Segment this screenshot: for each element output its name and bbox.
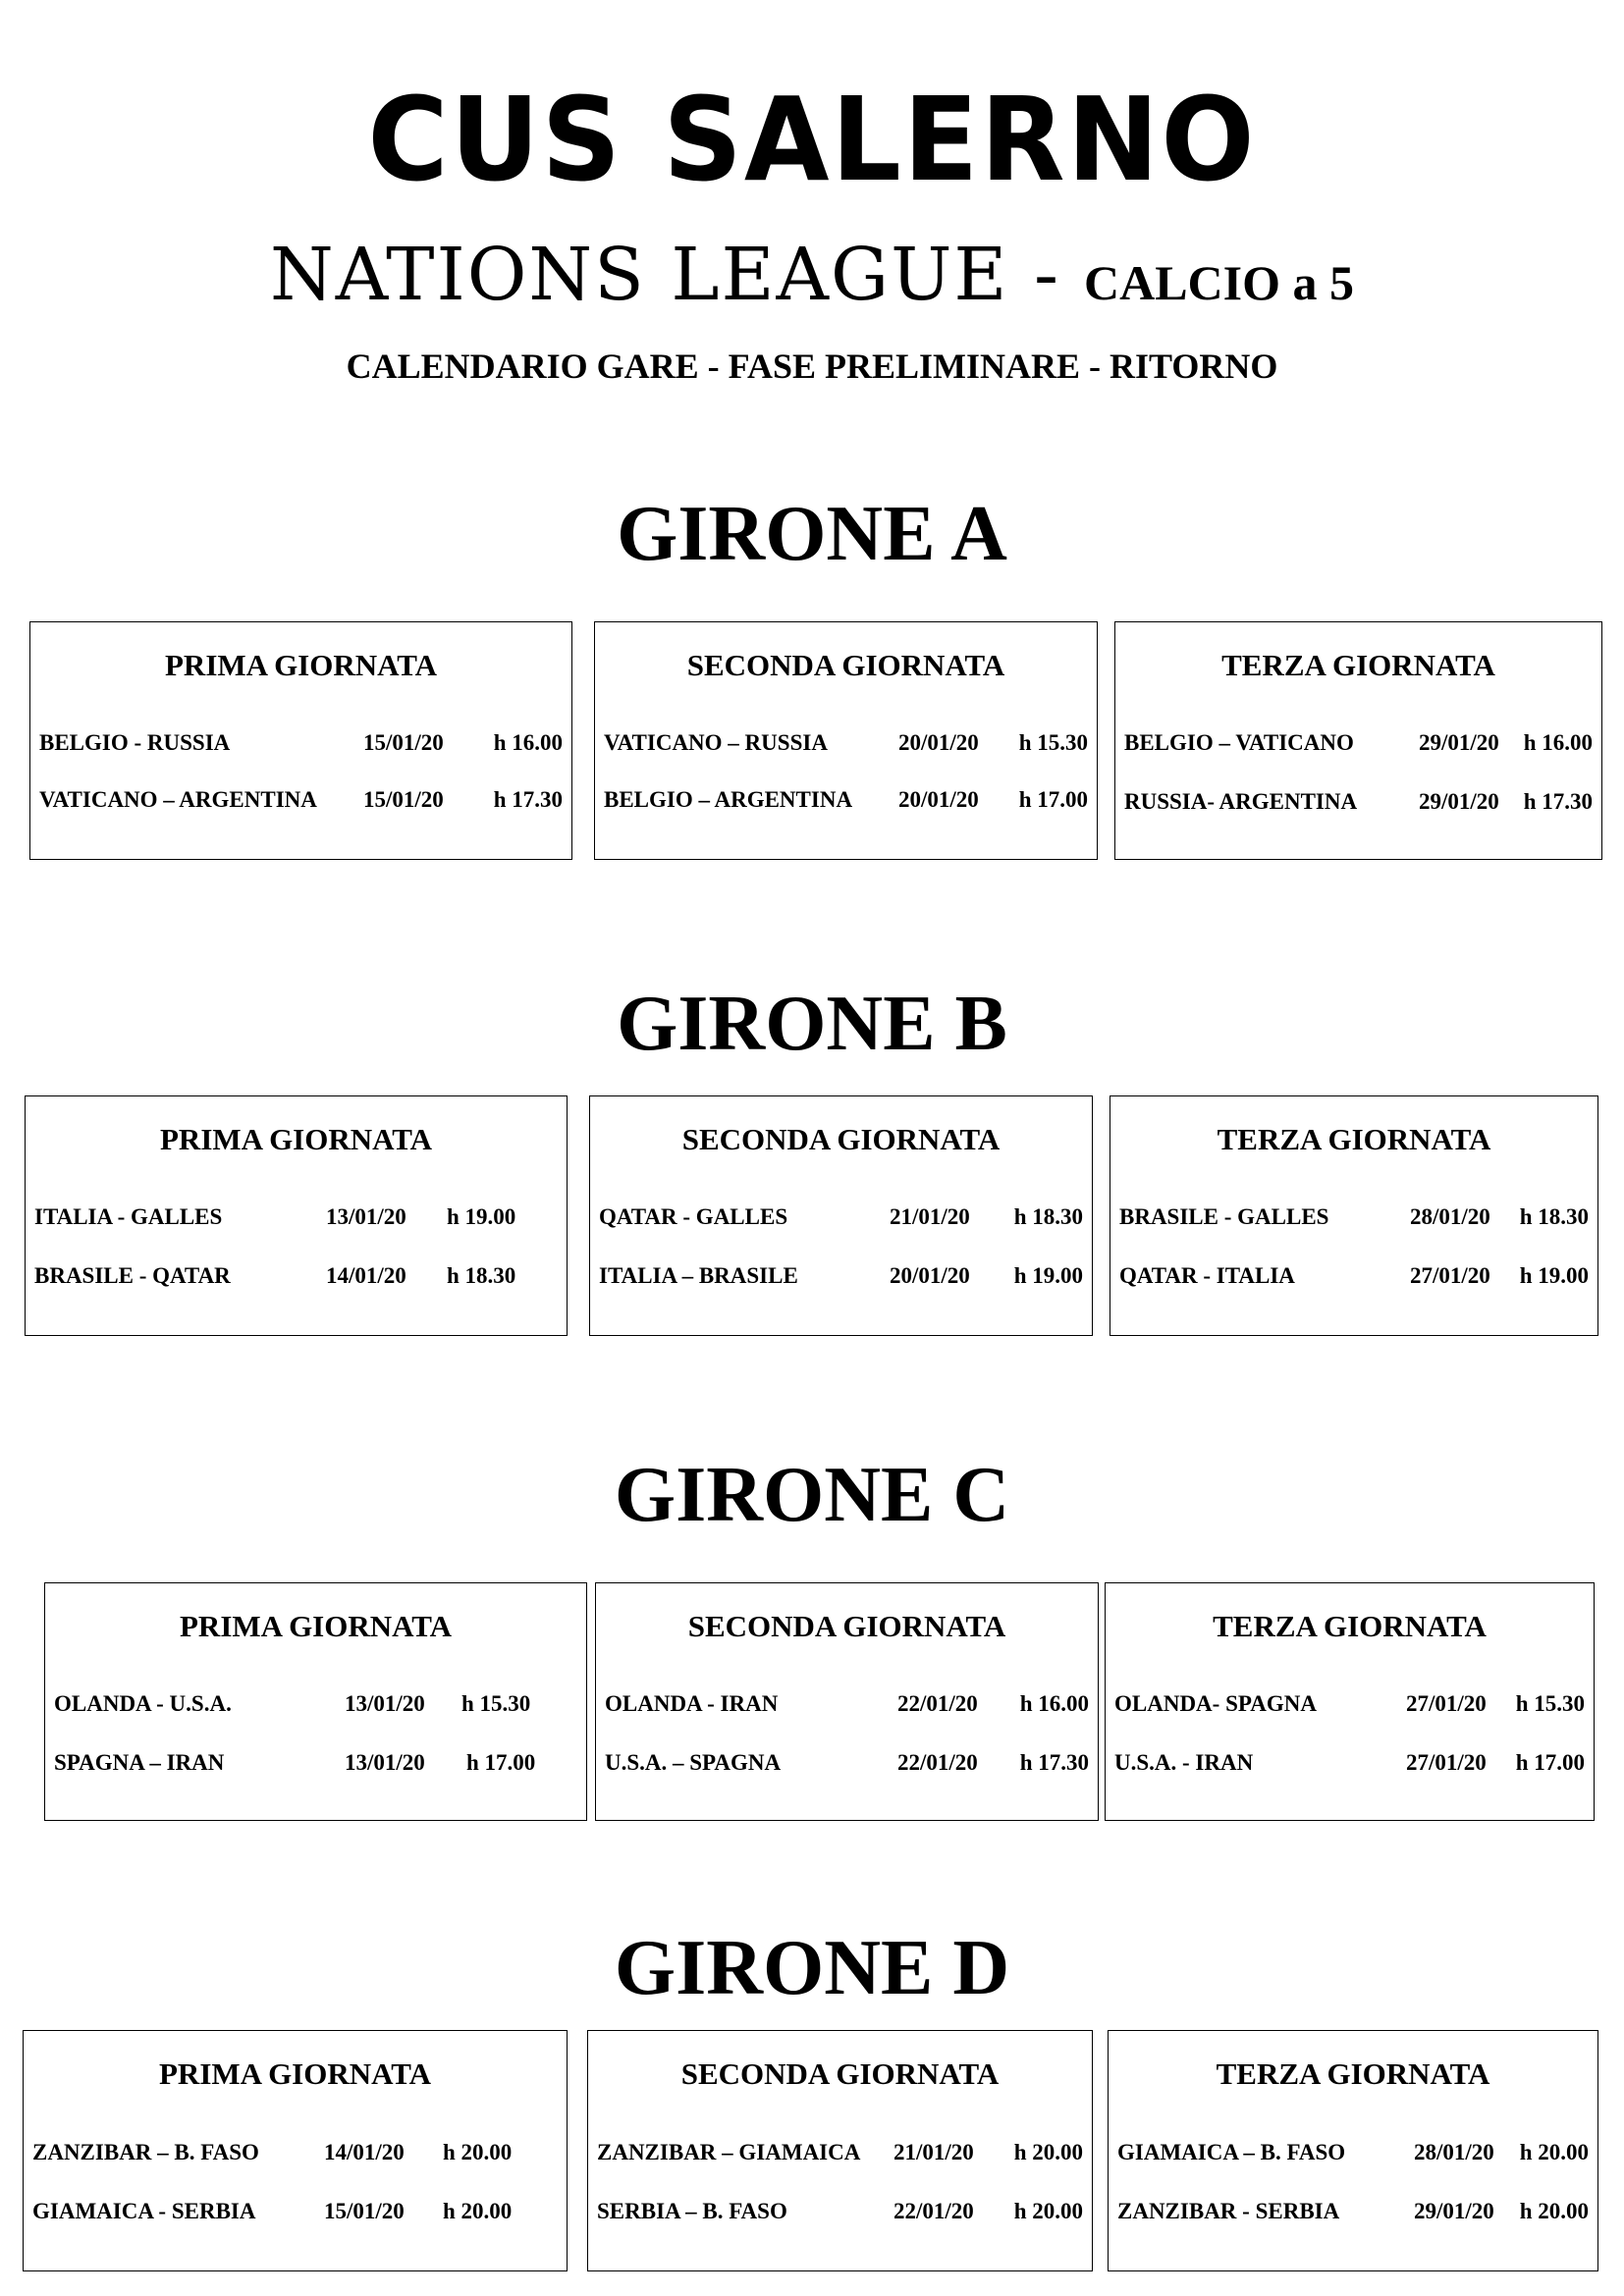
match-teams: BELGIO - RUSSIA [39,730,231,755]
match-time: h 15.30 [1515,1691,1585,1716]
match-teams: BELGIO – VATICANO [1124,730,1354,755]
match-row [54,1689,577,1719]
match-date: 13/01/20 [345,1691,425,1716]
match-teams: U.S.A. – SPAGNA [605,1750,782,1775]
match-date: 20/01/20 [898,787,979,812]
match-date: 13/01/20 [326,1204,406,1229]
match-time: h 20.00 [443,2199,513,2223]
match-row [34,1202,558,1232]
match-teams: RUSSIA- ARGENTINA [1124,789,1358,814]
match-row [54,1748,577,1778]
match-date: 14/01/20 [326,1263,406,1288]
match-teams: ITALIA - GALLES [34,1204,223,1229]
match-teams: OLANDA - U.S.A. [54,1691,232,1716]
match-date: 29/01/20 [1419,789,1499,814]
match-row [1124,787,1593,817]
match-row [604,785,1088,815]
match-time: h 20.00 [1519,2140,1589,2164]
match-date: 22/01/20 [893,2199,974,2223]
day-title: SECONDA GIORNATA [687,1609,1006,1643]
day-title: PRIMA GIORNATA [180,1609,452,1643]
match-teams: VATICANO – ARGENTINA [39,787,317,812]
day-title: TERZA GIORNATA [1213,1609,1487,1643]
match-row [604,728,1088,758]
match-teams: OLANDA - IRAN [605,1691,779,1716]
match-time: h 19.00 [1013,1263,1083,1288]
day-box-d-seconda [587,2030,1093,2271]
match-time: h 17.30 [1523,789,1593,814]
match-teams: OLANDA- SPAGNA [1114,1691,1317,1716]
match-date: 29/01/20 [1414,2199,1494,2223]
day-title: PRIMA GIORNATA [159,2056,431,2091]
match-row [1124,728,1593,758]
day-box-c-prima [44,1582,587,1821]
match-date: 15/01/20 [324,2199,405,2223]
match-row [1114,1689,1585,1719]
match-date: 27/01/20 [1410,1263,1490,1288]
match-time: h 17.00 [1515,1750,1585,1775]
day-title: SECONDA GIORNATA [686,648,1005,682]
match-time: h 16.00 [1019,1691,1089,1716]
match-row [605,1689,1089,1719]
match-time: h 16.00 [493,730,563,755]
match-teams: GIAMAICA – B. FASO [1117,2140,1346,2164]
match-date: 22/01/20 [897,1750,978,1775]
match-row [605,1748,1089,1778]
match-teams: ZANZIBAR – B. FASO [32,2140,259,2164]
match-row [1117,2138,1589,2167]
match-row [32,2138,558,2167]
match-teams: SERBIA – B. FASO [597,2199,787,2223]
match-time: h 19.00 [1519,1263,1589,1288]
match-time: h 18.30 [1013,1204,1083,1229]
page-title: CUS SALERNO [367,73,1257,208]
match-date: 28/01/20 [1414,2140,1494,2164]
day-box-c-seconda [595,1582,1099,1821]
day-title: PRIMA GIORNATA [160,1122,432,1156]
match-date: 21/01/20 [890,1204,970,1229]
subtitle-small: CALCIO a 5 [1083,255,1355,310]
match-time: h 17.00 [1018,787,1088,812]
match-teams: VATICANO – RUSSIA [604,730,828,755]
match-date: 27/01/20 [1406,1691,1487,1716]
match-date: 28/01/20 [1410,1204,1490,1229]
match-time: h 17.30 [1019,1750,1089,1775]
group-title-a: GIRONE A [617,491,1007,577]
day-box-a-terza [1114,621,1602,860]
match-time: h 15.30 [1018,730,1088,755]
day-box-b-terza [1110,1095,1598,1336]
match-row [599,1202,1083,1232]
match-date: 15/01/20 [363,730,444,755]
match-row [34,1261,558,1291]
match-time: h 16.00 [1523,730,1593,755]
match-date: 21/01/20 [893,2140,974,2164]
match-row [32,2197,558,2226]
match-date: 22/01/20 [897,1691,978,1716]
day-box-b-prima [25,1095,568,1336]
day-box-d-prima [23,2030,568,2271]
match-time: h 18.30 [1519,1204,1589,1229]
match-teams: BRASILE - GALLES [1119,1204,1329,1229]
match-teams: GIAMAICA - SERBIA [32,2199,256,2223]
match-row [39,728,563,758]
subtitle-main: NATIONS LEAGUE - [269,233,1060,317]
match-teams: BRASILE - QATAR [34,1263,231,1288]
match-row [597,2197,1083,2226]
match-row [1119,1202,1589,1232]
match-teams: QATAR - ITALIA [1119,1263,1295,1288]
match-date: 27/01/20 [1406,1750,1487,1775]
match-date: 20/01/20 [898,730,979,755]
match-time: h 20.00 [1519,2199,1589,2223]
day-title: TERZA GIORNATA [1217,1122,1491,1156]
calendar-heading: CALENDARIO GARE - FASE PRELIMINARE - RITORNO [346,347,1278,386]
group-title-b: GIRONE B [617,981,1007,1067]
group-title-d: GIRONE D [614,1925,1010,2011]
match-time: h 17.00 [466,1750,536,1775]
day-title: TERZA GIORNATA [1216,2056,1490,2091]
match-teams: ITALIA – BRASILE [599,1263,798,1288]
match-date: 13/01/20 [345,1750,425,1775]
match-row [599,1261,1083,1291]
match-time: h 20.00 [1013,2199,1083,2223]
day-box-b-seconda [589,1095,1093,1336]
match-row [1117,2197,1589,2226]
day-title: PRIMA GIORNATA [165,648,437,682]
match-teams: ZANZIBAR - SERBIA [1117,2199,1340,2223]
match-teams: SPAGNA – IRAN [54,1750,225,1775]
match-time: h 20.00 [1013,2140,1083,2164]
day-box-d-terza [1108,2030,1598,2271]
day-box-a-prima [29,621,572,860]
match-row [1114,1748,1585,1778]
day-title: TERZA GIORNATA [1221,648,1495,682]
match-time: h 17.30 [493,787,563,812]
day-title: SECONDA GIORNATA [680,2056,1000,2091]
match-teams: BELGIO – ARGENTINA [604,787,853,812]
match-row [39,785,563,815]
match-teams: U.S.A. - IRAN [1114,1750,1254,1775]
match-date: 14/01/20 [324,2140,405,2164]
match-time: h 19.00 [447,1204,516,1229]
day-box-c-terza [1105,1582,1595,1821]
match-time: h 18.30 [447,1263,516,1288]
match-teams: QATAR - GALLES [599,1204,788,1229]
day-box-a-seconda [594,621,1098,860]
group-title-c: GIRONE C [614,1452,1010,1538]
match-time: h 15.30 [461,1691,531,1716]
match-row [597,2138,1083,2167]
match-date: 15/01/20 [363,787,444,812]
match-teams: ZANZIBAR – GIAMAICA [597,2140,861,2164]
match-row [1119,1261,1589,1291]
match-date: 29/01/20 [1419,730,1499,755]
match-time: h 20.00 [443,2140,513,2164]
match-date: 20/01/20 [890,1263,970,1288]
subtitle [0,231,1624,340]
day-title: SECONDA GIORNATA [681,1122,1001,1156]
